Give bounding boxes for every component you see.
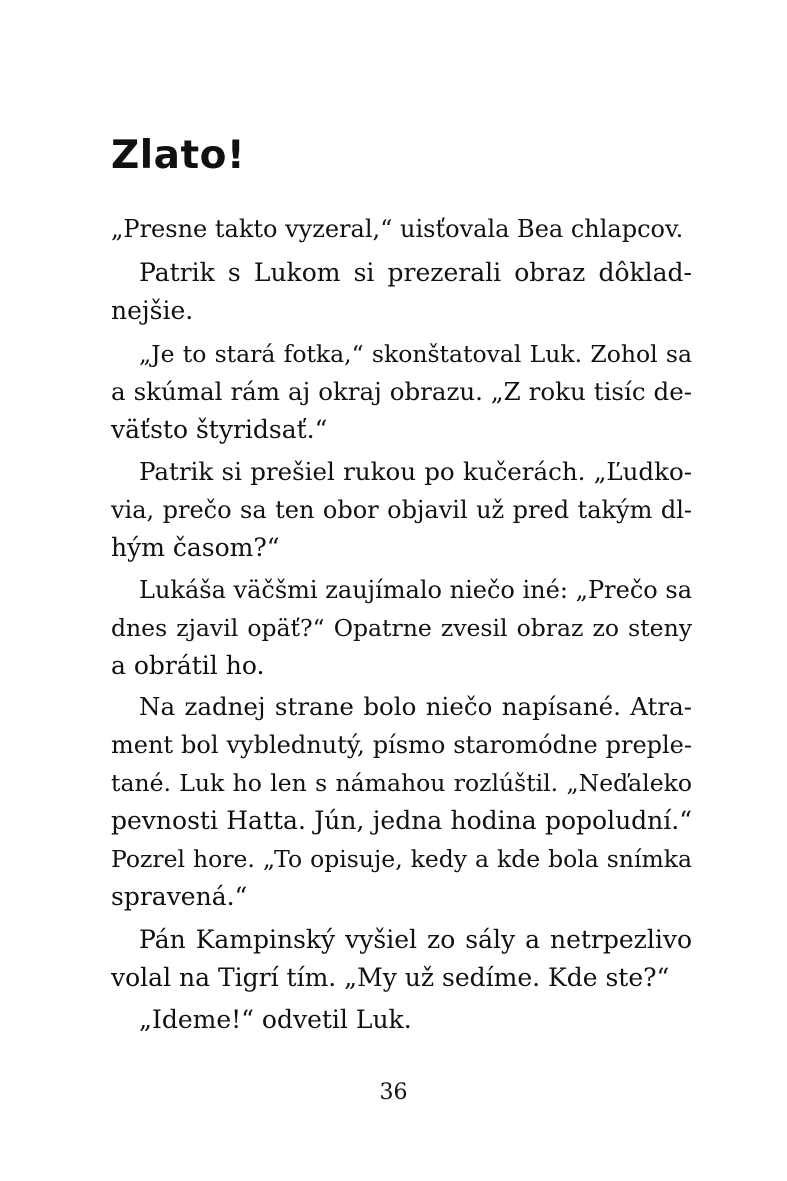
text-line: „Ideme!“ odvetil Luk.: [139, 1005, 412, 1034]
text-line: Pán Kampinský vyšiel zo sály a netrpezlivo: [139, 925, 692, 954]
text-line: hým časom?“: [111, 533, 280, 562]
text-line: „Presne takto vyzeral,“ uisťovala Bea chlapcov.: [111, 215, 684, 243]
text-line: pevnosti Hatta. Jún, jedna hodina popoludní.“: [111, 806, 692, 835]
text-line: a obrátil ho.: [111, 651, 265, 680]
text-line: spravená.“: [111, 882, 248, 911]
text-line: ment bol vyblednutý, písmo staromódne preple-: [111, 731, 692, 759]
text-line: Patrik si prešiel rukou po kučerách. „Ľudko-: [139, 457, 692, 486]
text-line: Pozrel hore. „To opisuje, kedy a kde bola snímka: [111, 845, 692, 873]
text-line: dnes zjavil opäť?“ Opatrne zvesil obraz zo steny: [111, 614, 692, 642]
text-line: Patrik s Lukom si prezerali obraz dôklad-: [139, 258, 692, 287]
text-line: volal na Tigrí tím. „My už sedíme. Kde ste?“: [111, 963, 670, 992]
text-line: Lukáša väčšmi zaujímalo niečo iné: „Prečo sa: [139, 576, 692, 604]
text-line: a skúmal rám aj okraj obrazu. „Z roku tisíc de-: [111, 377, 692, 406]
text-line: Na zadnej strane bolo niečo napísané. Atra-: [139, 692, 692, 721]
text-line: via, prečo sa ten obor objavil už pred takým dl-: [111, 496, 692, 524]
text-line: väťsto štyridsať.“: [111, 415, 328, 444]
chapter-title: Zlato!: [111, 133, 246, 178]
text-line: nejšie.: [111, 296, 194, 325]
text-line: tané. Luk ho len s námahou rozlúštil. „Neďaleko: [111, 769, 692, 797]
page-number: 36: [379, 1080, 408, 1105]
text-line: „Je to stará fotka,“ skonštatoval Luk. Zohol sa: [139, 340, 692, 368]
